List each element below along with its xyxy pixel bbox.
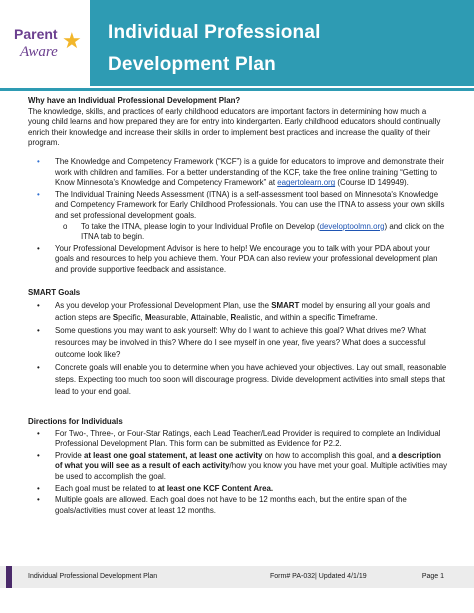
parent-aware-logo [14, 26, 86, 70]
footer-page-number: Page 1 [421, 573, 444, 580]
smart-letter: A [190, 313, 197, 323]
smart-keyword: SMART [271, 301, 300, 311]
itna-text: The Individual Training Needs Assessment (ITNA) is a self-assessment tool based on Minnesota's Knowledge and Competency Framework for Early Childhood Professionals. You can use the ITNA to assess your own skills and set professional development goals. [55, 189, 445, 220]
smart-heading: SMART Goals [28, 287, 81, 297]
smart-bullet-list [28, 300, 448, 398]
why-bullet-list [28, 157, 448, 276]
logo-text-parent: Parent [14, 26, 58, 42]
bullet-icon: • [37, 363, 40, 373]
footer-accent-bar [6, 566, 12, 588]
list-item [28, 190, 448, 243]
footer-doc-title: Individual Professional Development Plan [28, 573, 158, 580]
circle-bullet-icon: o [63, 221, 68, 231]
directions-text: For Two-, Three-, or Four-Star Ratings, each Lead Teacher/Lead Provider is required to complete an Individual Professional Development Plan. This form can be submitted as Evidence for P2.2. [55, 428, 441, 449]
list-item [28, 495, 448, 516]
smart-letter: M [144, 313, 152, 323]
document-body [28, 96, 448, 517]
list-item [28, 484, 448, 495]
directions-text: /how you know you have met your goal. Multiple activities may be used to accomplish the goal. [55, 461, 448, 482]
itna-sub-text-end: ) and click on the ITNA tab to begin. [81, 221, 445, 242]
bullet-icon: • [37, 450, 40, 460]
title-band [90, 0, 474, 86]
page-title-line2: Development Plan [108, 54, 276, 75]
directions-heading: Directions for Individuals [28, 417, 123, 427]
smart-letter: T [337, 313, 343, 323]
directions-bullet-list [28, 429, 448, 517]
directions-bold: a description of what you will see as a result of each activity [55, 450, 441, 471]
page-footer [0, 566, 474, 588]
smart-text: imeframe. [342, 313, 378, 323]
kcf-course-id: (Course ID 149949). [335, 178, 409, 188]
list-item [28, 325, 448, 361]
directions-bold: at least one KCF Content Area. [157, 483, 274, 493]
smart-letter: S [112, 313, 119, 323]
smart-text: ttainable, [196, 313, 231, 323]
bullet-icon: • [37, 495, 40, 505]
itna-sub-text: To take the ITNA, please login to your Individual Profile on Develop ( [81, 221, 320, 231]
footer-form-number: Form# PA-032| Updated 4/1/19 [270, 573, 367, 580]
smart-concrete-text: Concrete goals will enable you to determine when you have achieved your objectives. Lay out small, reasonable steps. Expecting too much too soon will discourage progress. Divide development activities into small steps that lead to your end goal. [55, 363, 447, 397]
list-item [28, 300, 448, 324]
header-divider [0, 88, 474, 91]
bullet-icon: • [37, 483, 40, 493]
directions-bold: at least one goal statement, at least one activity [83, 450, 263, 460]
why-paragraph: The knowledge, skills, and practices of early childhood educators are important factors in determining how much a young child learns and how prepared they are for entry into kindergarten. Early childhood educators should continually enrich their knowledge and increase their skills in order to implement best practices and increase the quality of their program. [28, 106, 441, 148]
bullet-icon: • [37, 428, 40, 438]
page-header [0, 0, 474, 92]
pda-text: Your Professional Development Advisor is here to help! We encourage you to talk with your PDA about your goals and resources to help you achieve them. Your PDA can also review your professional development plan and provide supportive feedback and assistance. [55, 243, 438, 274]
directions-text: Provide [55, 450, 84, 460]
star-icon: ★ [62, 28, 82, 53]
logo-text-aware: Aware [20, 44, 58, 60]
bullet-icon: • [37, 189, 40, 199]
page-title-line1: Individual Professional [108, 22, 321, 43]
list-item [28, 244, 448, 276]
list-item [28, 362, 448, 398]
itna-sub-item [63, 222, 448, 243]
smart-text: pecific, [118, 313, 145, 323]
eagertolearn-link[interactable]: eagertolearn.org [277, 178, 336, 188]
kcf-text: The Knowledge and Competency Framework (“KCF”) is a guide for educators to improve and demonstrate their work with children and families. For a better understanding of the KCF, take the free online training “Getting to Know Minnesota’s Knowledge and Competency Framework” at [55, 156, 445, 188]
develop-link[interactable]: developtoolmn.org [319, 221, 385, 231]
smart-text: easurable, [151, 313, 191, 323]
list-item [28, 429, 448, 450]
smart-text: model by ensuring all your goals and action steps are [55, 301, 431, 323]
smart-questions-text: Some questions you may want to ask yourself: Why do I want to achieve this goal? What drives me? What resources may be involved in this? Where do I see myself in one year, five years? What does a successful outcome look like? [55, 326, 427, 360]
directions-text: Each goal must be related to [55, 483, 158, 493]
why-heading: Why have an Individual Professional Development Plan? [28, 96, 241, 105]
list-item [28, 451, 448, 483]
list-item [28, 157, 448, 189]
bullet-icon: • [37, 326, 40, 336]
smart-text: ealistic, and within a specific [236, 313, 338, 323]
directions-text: Multiple goals are allowed. Each goal does not have to be 12 months each, but the entire span of the goals/activities must cover at least 12 months. [55, 495, 407, 515]
bullet-icon: • [37, 301, 40, 311]
smart-text: As you develop your Professional Development Plan, use the [55, 301, 272, 311]
directions-text: on how to accomplish this goal, and [262, 450, 392, 460]
smart-letter: R [230, 313, 237, 323]
bullet-icon: • [37, 243, 40, 253]
bullet-icon: • [37, 156, 40, 166]
